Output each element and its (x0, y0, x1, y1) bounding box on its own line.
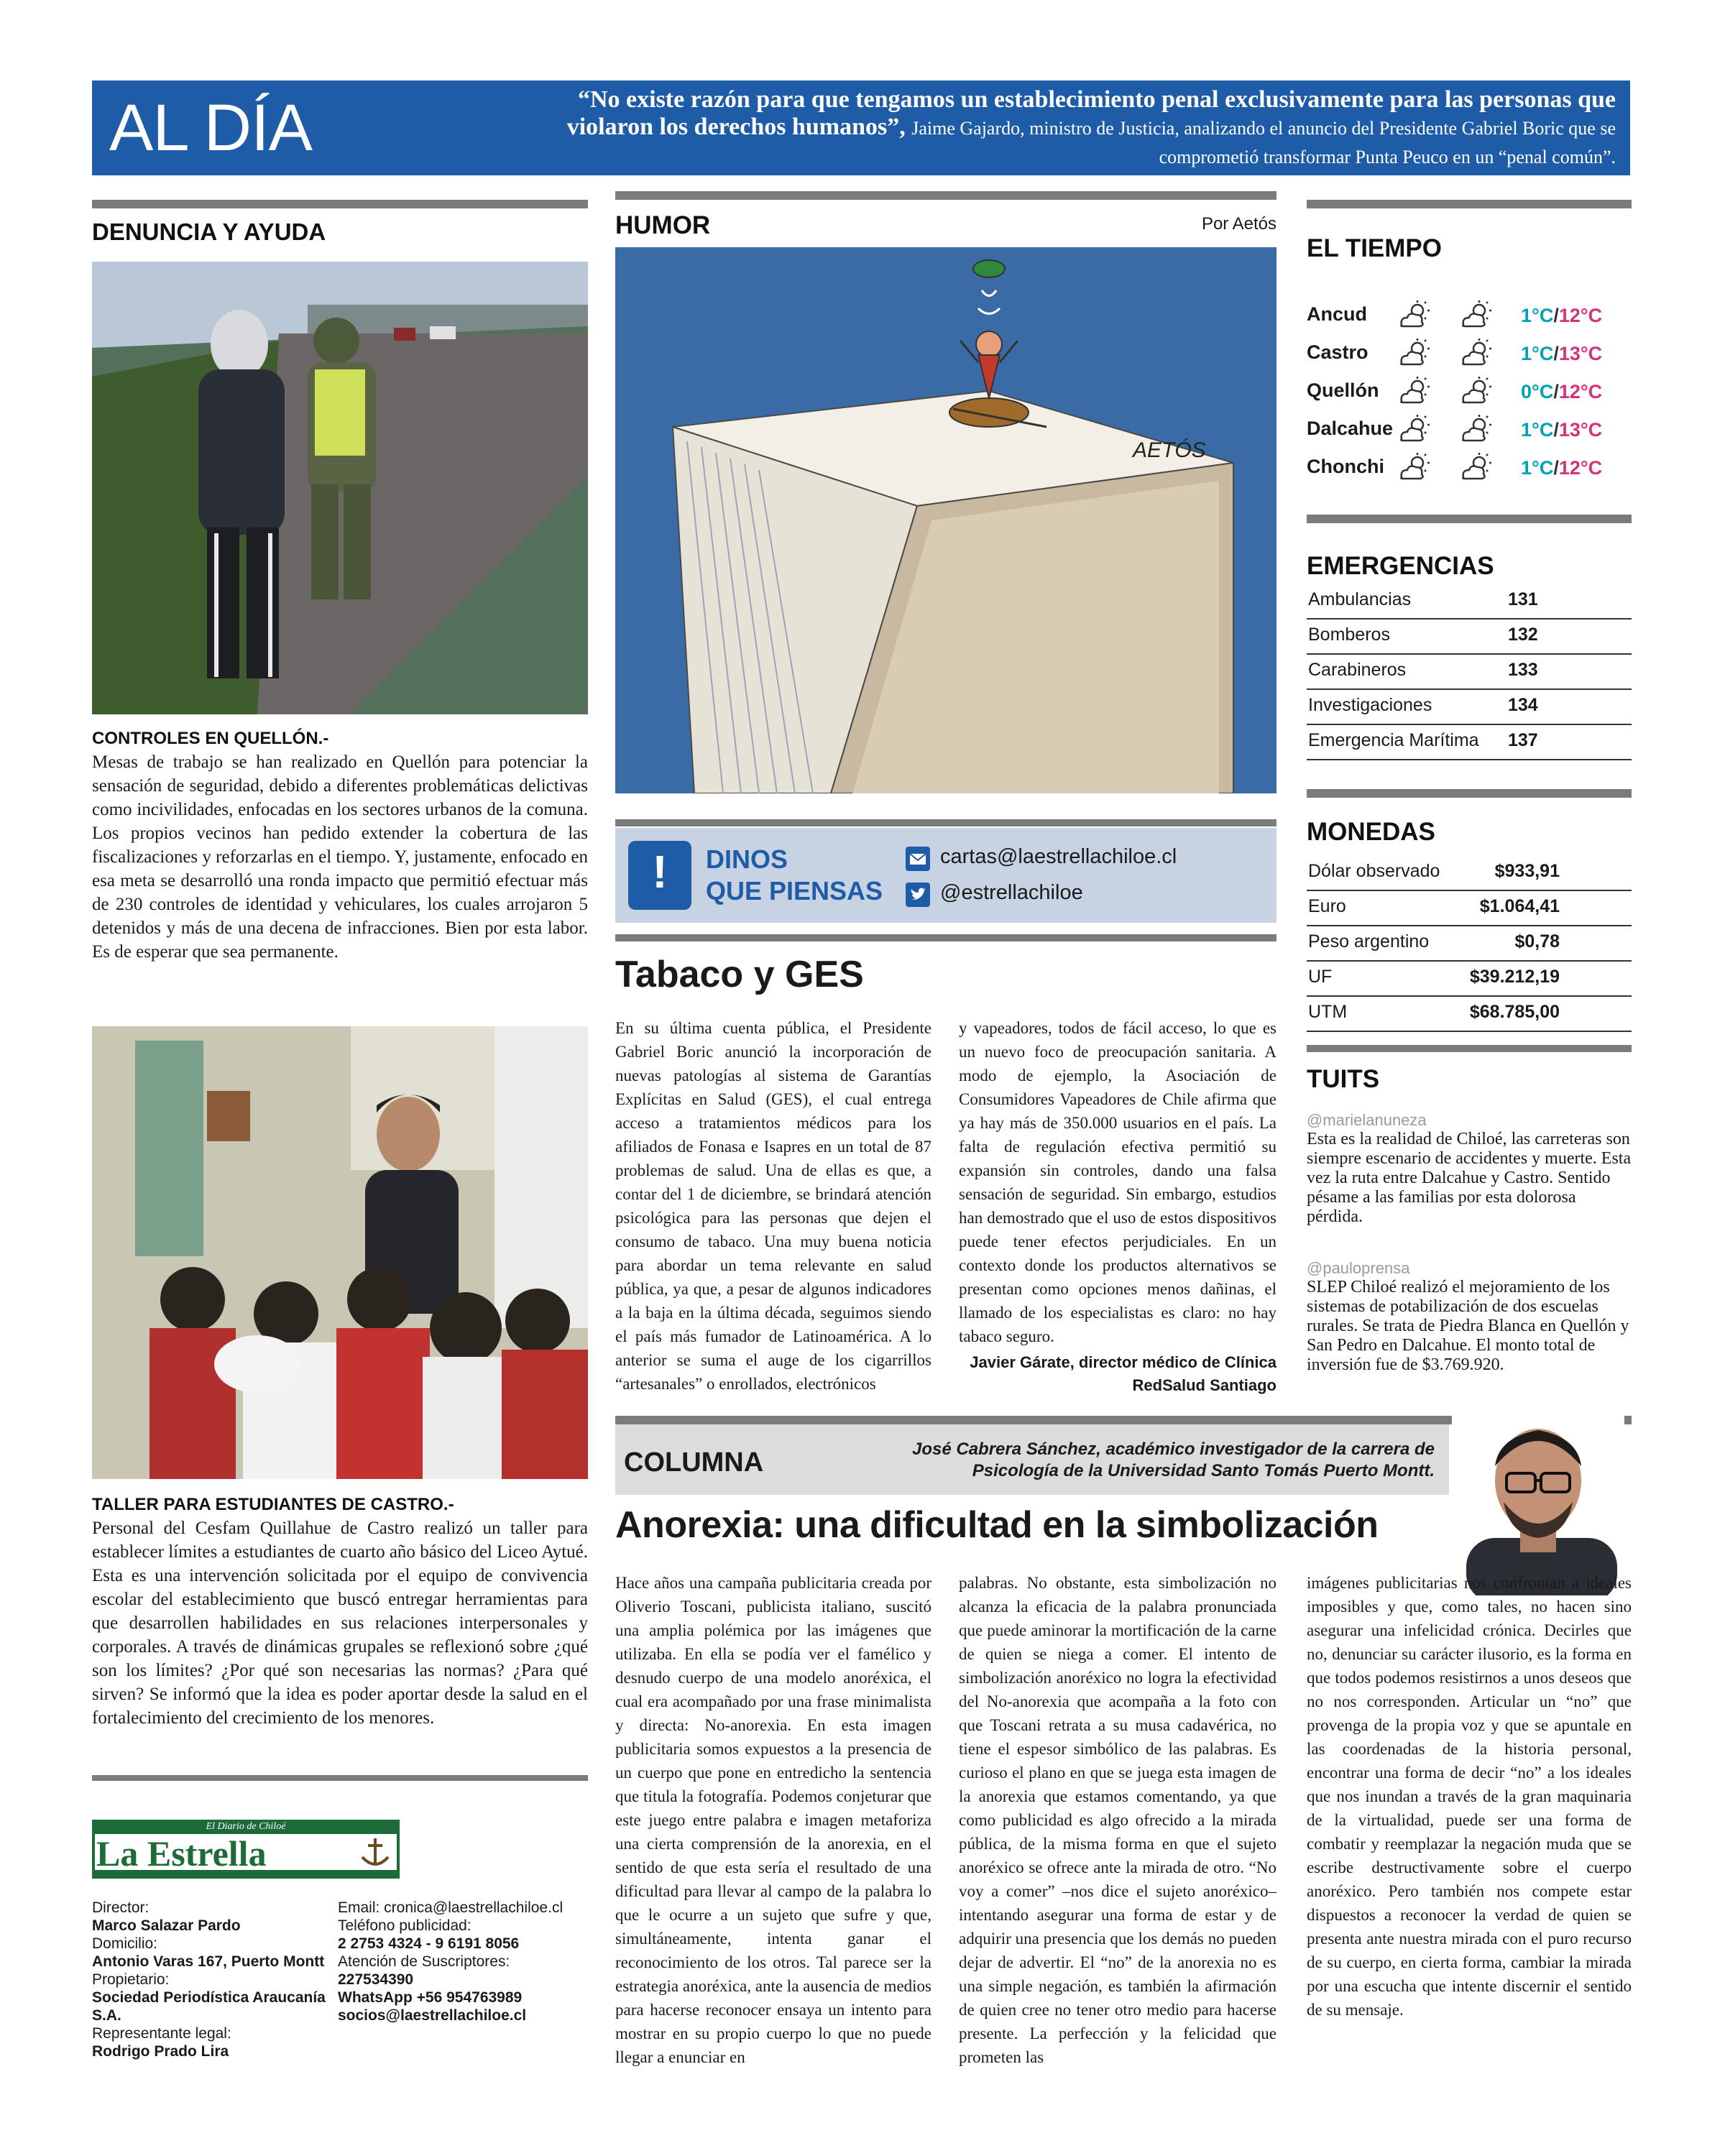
tuit-2 (1307, 1259, 1632, 1375)
editorial-author-1: Javier Gárate, director médico de Clínica (970, 1353, 1276, 1371)
emergencia-number: 131 (1508, 589, 1538, 609)
emergencia-number: 133 (1508, 660, 1538, 680)
emergencia-row (1307, 584, 1632, 619)
temp-min: 0°C (1521, 381, 1554, 402)
tuit-1-text: Esta es la realidad de Chiloé, las carreteras son siempre escenario de accidentes y muerte. Esta vez la ruta entre Dalcahue y Castro. Sentido pésame a las familias por esta dolorosa pérdida. (1307, 1130, 1632, 1226)
moneda-label: UF (1308, 967, 1333, 987)
temp-sep: / (1553, 457, 1559, 479)
story1-title: CONTROLES EN QUELLÓN.- (92, 729, 329, 748)
weather-temp (1521, 457, 1602, 479)
moneda-value: $68.785,00 (1469, 1002, 1560, 1022)
editorial-rule (615, 934, 1276, 941)
moneda-label: Dólar observado (1308, 861, 1440, 881)
weather-city: Castro (1307, 341, 1368, 363)
column-col2: palabras. No obstante, esta simbolización no alcanza la eficacia de la palabra pronunciada que puede aminorar la mortificación de la carne de quien se niega a comer. El intento de simbolización anoréxico no logra la efectividad del No-anorexia que acompaña a la foto con que Toscani retrata a su musa cadavérica, no tiene el espesor simbólico de las palabras. Es curioso el plano en que se juega esta imagen de la anorexia que estamos comentando, ya que como publicidad es algo ofrecido a la mirada pública, de la misma forma en que el sujeto anoréxico se ofrece ante la mirada de otro. “No voy a comer” –nos dice el sujeto anoréxico– intentando asegurar una forma de estar y de adquirir una presencia que los demás no pueden dejar de advertir. El “no” de la anorexia no es una simple negación, es también la afirmación de quien cree no tener otro medio para hacerse presente. La perfección y la felicidad que prometen las (959, 1574, 1276, 2066)
masthead-rule (92, 1775, 588, 1781)
masthead-right (338, 1899, 588, 2024)
moneda-row (1307, 961, 1632, 997)
moneda-row (1307, 996, 1632, 1032)
partly-cloudy-icon (1396, 375, 1433, 407)
tuit-1-handle[interactable]: @marielanuneza (1307, 1111, 1427, 1129)
emergencia-label: Ambulancias (1308, 589, 1412, 609)
twitter-icon (906, 883, 930, 907)
emergencia-number: 134 (1508, 695, 1538, 715)
contact-twitter[interactable]: @estrellachiloe (940, 881, 1083, 904)
moneda-row (1307, 890, 1632, 926)
weather-city: Chonchi (1307, 456, 1384, 477)
humor-title: HUMOR (615, 211, 711, 239)
emergencia-label: Carabineros (1308, 660, 1407, 680)
editorial-author (959, 1351, 1276, 1397)
weather-title: EL TIEMPO (1307, 234, 1442, 262)
temp-max: 13°C (1558, 343, 1603, 364)
masthead-logo-box (92, 1820, 400, 1879)
weather-row (1307, 451, 1632, 487)
emergencia-label: Investigaciones (1308, 695, 1432, 715)
emergencias-title: EMERGENCIAS (1307, 552, 1494, 580)
moneda-row (1307, 926, 1632, 962)
whatsapp: WhatsApp +56 954763989 (338, 1989, 523, 2006)
propietario-label: Propietario: (92, 1971, 170, 1988)
tel: 2 2753 4324 - 9 6191 8056 (338, 1935, 520, 1952)
column-author (874, 1439, 1435, 1482)
weather-rule (1307, 200, 1632, 208)
quellon-photo (92, 262, 588, 714)
humor-cartoon (615, 247, 1276, 793)
editorial-col1: En su última cuenta pública, el Presidente Gabriel Boric anunció la incorporación de nuevas patologías al sistema de Garantías Explícitas en Salud (GES), el cual entrega acceso a tratamientos médicos para los afiliados de Fonasa e Isapres en un total de 87 problemas de salud. Una de ellas es que, a contar del 1 de diciembre, se brindará atención psicológica para las personas que dejen el consumo de tabaco. Una muy buena noticia para abordar un tema relevante en salud pública, ya que, a pesar de algunos indicadores a la baja en la última década, seguimos siendo el país más fumador de Latinoamérica. A lo anterior se suma el auge de los cigarrillos “artesanales” o enrollados, electrónicos (615, 1019, 932, 1393)
partly-cloudy-icon (1458, 413, 1495, 445)
story2-body: Personal del Cesfam Quillahue de Castro realizó un taller para establecer límites a estudiantes de cuarto año básico del Liceo Aytué. Esta es una intervención solicitada por el equipo de convivencia escolar del establecimiento que buscó entregar herramientas para que desarrollen habilidades en sus relaciones interpersonales y corporales. A través de dinámicas grupales se reflexionó sobre ¿qué son los límites? ¿Por qué son necesarias las normas? ¿Para qué sirven? Se informó que la idea es poder aportar desde la salud en el fortalecimiento del crecimiento de los menores. (92, 1519, 588, 1728)
alert-icon: ! (628, 841, 691, 910)
rep-label: Representante legal: (92, 2025, 231, 2042)
weather-city: Dalcahue (1307, 418, 1394, 439)
column-title: Anorexia: una dificultad en la simbolización (615, 1504, 1379, 1546)
tuits-title: TUITS (1307, 1065, 1380, 1093)
column-author-photo (1452, 1409, 1624, 1595)
moneda-value: $933,91 (1494, 861, 1560, 881)
temp-max: 13°C (1558, 419, 1603, 441)
emergencia-label: Bomberos (1308, 625, 1390, 645)
editorial-title: Tabaco y GES (615, 954, 864, 995)
partly-cloudy-icon (1458, 375, 1495, 407)
moneda-value: $0,78 (1514, 931, 1560, 952)
socios-email[interactable]: socios@laestrellachiloe.cl (338, 2007, 527, 2024)
column-col3: imágenes publicitarias nos confrontan a ideales imposibles y que, como tales, no hacen sino asegurar una infelicidad crónica. Decirles que no, denunciar su carácter ilusorio, es la forma en que todos podemos resistirnos a unos deseos que no nos corresponden. Articular un “no” que provenga de la propia voz y que se apuntale en las coordenadas de la historia personal, encontrar una forma de decir “no” a los ideales que nos inundan a través de la gran maquinaria de la virtualidad, puede ser una forma de combatir y reemplazar la negación muda que se escribe destructivamente sobre el cuerpo anoréxico. Pero también nos compete estar dispuestos a reconocer la verdad de quien se presenta ante nuestra mirada con el puro recurso de su cuerpo, en cierta forma, cambiar la mirada por una escucha que intente discernir el sentido de su mensaje. (1307, 1574, 1632, 2019)
monedas-title: MONEDAS (1307, 818, 1435, 846)
contact-label (706, 844, 883, 907)
emergencia-row (1307, 619, 1632, 655)
temp-sep: / (1553, 419, 1559, 441)
monedas-rule (1307, 789, 1632, 798)
anchor-icon (358, 1835, 392, 1870)
weather-temp (1521, 305, 1602, 327)
contact-email[interactable]: cartas@laestrellachiloe.cl (940, 845, 1177, 868)
moneda-row (1307, 855, 1632, 891)
tuit-2-text: SLEP Chiloé realizó el mejoramiento de los sistemas de potabilización de dos escuelas rurales. Se trata de Piedra Blanca en Quellón y San Pedro en Dalcahue. El monto total de inversión fue de $3.769.920. (1307, 1278, 1629, 1374)
partly-cloudy-icon (1396, 299, 1433, 331)
moneda-label: UTM (1308, 1002, 1348, 1022)
top-banner (92, 80, 1630, 175)
partly-cloudy-icon (1396, 451, 1433, 483)
temp-max: 12°C (1558, 457, 1603, 479)
partly-cloudy-icon (1458, 299, 1495, 331)
emergencia-label: Emergencia Marítima (1308, 730, 1479, 750)
partly-cloudy-icon (1396, 413, 1433, 445)
left-section-title: DENUNCIA Y AYUDA (92, 218, 326, 245)
banner-quote (523, 86, 1616, 171)
rep-name: Rodrigo Prado Lira (92, 2043, 229, 2060)
weather-temp (1521, 381, 1602, 403)
temp-min: 1°C (1521, 343, 1554, 364)
masthead-left (92, 1899, 336, 2060)
contact-box (615, 828, 1276, 923)
emergencia-row (1307, 689, 1632, 725)
column-author-2: Psicología de la Universidad Santo Tomás Puerto Montt. (972, 1461, 1435, 1480)
weather-row (1307, 375, 1632, 411)
masthead-kicker: El Diario de Chiloé (206, 1821, 286, 1832)
column-author-1: José Cabrera Sánchez, académico investigador de la carrera de (911, 1439, 1435, 1459)
sus-label: Atención de Suscriptores: (338, 1953, 510, 1970)
weather-row (1307, 337, 1632, 373)
contact-label-1: DINOS (706, 844, 788, 874)
story1-body: Mesas de trabajo se han realizado en Quellón para potenciar la sensación de seguridad, debido a diferentes problemáticas delictivas como incivilidades, enfocadas en los sectores urbanos de la comuna. Los propios vecinos han pedido extender la cobertura de las fiscalizaciones y reforzarlas en el tiempo. Y, justamente, enfocado en esa meta se desarrolló una ronda impacto que permitió efectuar más de 230 controles de identidad y vehiculares, los cuales arrojaron 5 detenidos y más de una decena de infracciones. Bien por esta labor. Es de esperar que sea permanente. (92, 752, 588, 962)
quote-attribution: Jaime Gajardo, ministro de Justicia, analizando el anuncio del Presidente Gabriel Boric que se comprometió transformar Punta Peuco en un “penal común”. (911, 118, 1616, 167)
temp-max: 12°C (1558, 381, 1603, 402)
contact-label-2: QUE PIENSAS (706, 876, 883, 906)
temp-min: 1°C (1521, 419, 1554, 441)
editorial-col2: y vapeadores, todos de fácil acceso, lo que es un nuevo foco de preocupación sanitaria. A modo de ejemplo, la Asociación de Consumidores Vapeadores de Chile afirma que ya hay más de 350.000 usuarios en el país. La falta de regulación efectiva permitió su expansión sin controles, dando una falsa sensación de seguridad. Sin embargo, estudios han demostrado que el uso de estos dispositivos puede tener efectos perjudiciales. En un contexto donde los productos alternativos se presentan como opciones menos dañinas, el llamado de los especialistas es claro: no hay tabaco seguro. (959, 1019, 1276, 1345)
temp-max: 12°C (1558, 305, 1603, 326)
sus: 227534390 (338, 1971, 414, 1988)
left-rule (92, 200, 588, 208)
column-label: COLUMNA (624, 1447, 764, 1478)
director-label: Director: (92, 1899, 150, 1916)
tuit-1 (1307, 1111, 1632, 1227)
emergencias-rule (1307, 515, 1632, 523)
temp-min: 1°C (1521, 457, 1554, 479)
cartoon-signature: AETÓS (1133, 438, 1206, 462)
temp-sep: / (1553, 305, 1559, 326)
weather-city: Ancud (1307, 303, 1367, 325)
quote-text: “No existe razón para que tengamos un establecimiento penal exclusivamente para las personas que violaron los derechos humanos”, (566, 86, 1616, 140)
moneda-value: $1.064,41 (1479, 896, 1560, 916)
partly-cloudy-icon (1458, 451, 1495, 483)
mail-icon (906, 847, 930, 871)
temp-min: 1°C (1521, 305, 1554, 326)
humor-rule (615, 191, 1276, 200)
masthead-email[interactable]: Email: cronica@laestrellachiloe.cl (338, 1899, 564, 1916)
moneda-label: Euro (1308, 896, 1346, 916)
partly-cloudy-icon (1458, 337, 1495, 369)
masthead-logo: La Estrella (96, 1833, 267, 1874)
section-title: AL DÍA (109, 91, 313, 165)
editorial-author-2: RedSalud Santiago (1132, 1376, 1276, 1394)
emergencia-row (1307, 654, 1632, 690)
temp-sep: / (1553, 381, 1559, 402)
emergencia-number: 137 (1508, 730, 1538, 750)
tel-label: Teléfono publicidad: (338, 1917, 472, 1934)
propietario: Sociedad Periodística Araucanía S.A. (92, 1989, 326, 2024)
moneda-label: Peso argentino (1308, 931, 1430, 952)
column-col1: Hace años una campaña publicitaria creada por Oliverio Toscani, publicista italiano, suscitó una amplia polémica por las imágenes que utilizaba. En ella se podía ver el famélico y desnudo cuerpo de una modelo anoréxica, el cual era acompañado por una frase minimalista y directa: No-anorexia. En esta imagen publicitaria somos expuestos a la presencia de un cuerpo que pone en entredicho la sentencia que titula la fotografía. Podemos conjeturar que este juego entre palabra e imagen metaforiza una cierta comprensión de la anorexia, en el sentido de que esta sería el resultado de una dificultad para llevar al campo de la palabra lo que le ocurre a un sujeto que sufre y que, simultáneamente, intenta ganar el reconocimiento de los otros. Tal parece ser la estrategia anoréxica, ante la ausencia de medios para hacerse reconocer ensaya un intento para mostrar en su propio cuerpo lo que no puede llegar a enunciar en (615, 1574, 932, 2066)
moneda-value: $39.212,19 (1469, 967, 1560, 987)
weather-temp (1521, 343, 1602, 365)
domicilio: Antonio Varas 167, Puerto Montt (92, 1953, 325, 1970)
temp-sep: / (1553, 343, 1559, 364)
tuits-rule (1307, 1045, 1632, 1052)
castro-photo (92, 1026, 588, 1479)
weather-row (1307, 413, 1632, 449)
partly-cloudy-icon (1396, 337, 1433, 369)
story2-title: TALLER PARA ESTUDIANTES DE CASTRO.- (92, 1495, 454, 1514)
contact-rule (615, 819, 1276, 826)
domicilio-label: Domicilio: (92, 1935, 158, 1952)
weather-city: Quellón (1307, 379, 1379, 401)
director-name: Marco Salazar Pardo (92, 1917, 241, 1934)
humor-byline: Por Aetós (1201, 214, 1276, 234)
emergencia-number: 132 (1508, 625, 1538, 645)
weather-row (1307, 299, 1632, 335)
weather-temp (1521, 419, 1602, 441)
emergencia-row (1307, 724, 1632, 760)
tuit-2-handle[interactable]: @pauloprensa (1307, 1259, 1410, 1277)
